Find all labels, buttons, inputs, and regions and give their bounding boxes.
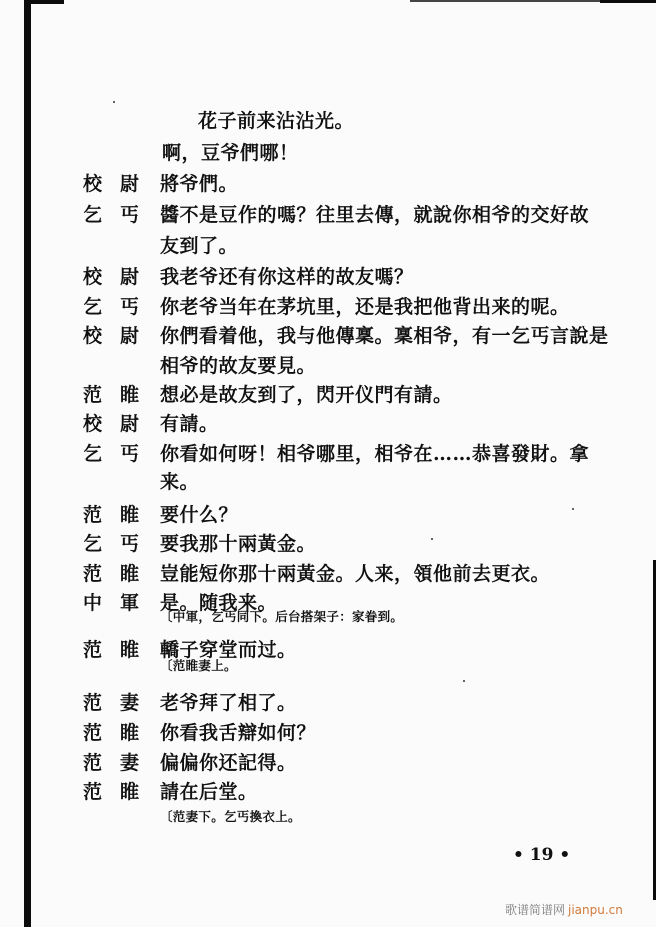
- dialogue-text: 豈能短你那十兩黃金。人来，領他前去更衣。: [160, 563, 551, 585]
- dialogue-text: 請在后堂。: [160, 781, 258, 803]
- speaker-char-2: 丐: [120, 443, 140, 465]
- speaker-char-2: 睢: [120, 563, 140, 585]
- speaker-char-2: 睢: [120, 722, 140, 744]
- speaker-char-2: 妻: [120, 752, 140, 774]
- page-border-top-left: [24, 0, 64, 4]
- speaker-char-2: 尉: [120, 173, 140, 195]
- speaker-char-2: 丐: [120, 204, 140, 226]
- dialogue-text: 你們看着他，我与他傳稟。稟相爷，有一乞丐言說是: [160, 325, 609, 347]
- speaker-char-2: 尉: [120, 266, 140, 288]
- speaker-char-1: 范: [83, 504, 103, 526]
- scan-speck: [572, 508, 574, 510]
- speaker-char-2: 尉: [120, 413, 140, 435]
- speaker-char-1: 范: [83, 639, 103, 661]
- dialogue-text: 要我那十兩黃金。: [160, 533, 317, 555]
- speaker-char-1: 校: [83, 325, 103, 347]
- watermark-site-name: 歌谱简谱网: [505, 903, 566, 917]
- dialogue-text: 要什么？: [160, 504, 239, 526]
- dialogue-text: 醬不是豆作的嗎？往里去傳，就說你相爷的交好故: [160, 204, 590, 226]
- verse-text: 花子前来沾沾光。: [198, 110, 355, 132]
- page-number: • 19 •: [513, 845, 571, 865]
- speaker-char-1: 范: [83, 384, 103, 406]
- dialogue-text: 有請。: [160, 413, 219, 435]
- dialogue-text: 轎子穿堂而过。: [160, 639, 297, 661]
- speaker-char-1: 范: [83, 752, 103, 774]
- speaker-char-2: 睢: [120, 639, 140, 661]
- speaker-char-1: 校: [83, 266, 103, 288]
- dialogue-text: 將爷們。: [160, 173, 239, 195]
- speaker-char-1: 校: [83, 173, 103, 195]
- stage-direction: 〔中軍，乞丐同下。后台搭架子：家眷到。: [160, 609, 404, 624]
- speaker-char-2: 丐: [120, 533, 140, 555]
- continuation-text: 来。: [160, 471, 200, 493]
- speaker-char-1: 范: [83, 781, 103, 803]
- scan-speck: [113, 101, 115, 103]
- speaker-char-1: 乞: [83, 443, 103, 465]
- watermark-domain: jianpu.cn: [568, 903, 623, 917]
- stage-direction: 〔范妻下。乞丐換衣上。: [160, 809, 301, 824]
- speaker-char-1: 中: [83, 592, 103, 614]
- dialogue-text: 你看我舌辯如何？: [160, 722, 317, 744]
- verse-text: 啊，豆爷們哪！: [162, 142, 299, 164]
- scan-speck: [431, 538, 433, 540]
- dialogue-text: 我老爷还有你这样的故友嗎？: [160, 266, 414, 288]
- page-border-top-right-end: [600, 0, 656, 3]
- speaker-char-1: 乞: [83, 533, 103, 555]
- page-border-left: [24, 0, 31, 927]
- speaker-char-2: 丐: [120, 296, 140, 318]
- dialogue-text: 想必是故友到了，閃开仪門有請。: [160, 384, 453, 406]
- dialogue-text: 是。随我来。: [160, 592, 278, 614]
- continuation-text: 相爷的故友要見。: [160, 355, 317, 377]
- speaker-char-1: 范: [83, 692, 103, 714]
- watermark: [505, 901, 623, 918]
- speaker-char-2: 睢: [120, 384, 140, 406]
- continuation-text: 友到了。: [160, 235, 239, 257]
- speaker-char-2: 睢: [120, 781, 140, 803]
- scan-speck: [463, 680, 465, 682]
- dialogue-text: 你老爷当年在茅坑里，还是我把他背出来的呢。: [160, 296, 570, 318]
- speaker-char-1: 乞: [83, 204, 103, 226]
- speaker-char-2: 妻: [120, 692, 140, 714]
- dialogue-text: 老爷拜了相了。: [160, 692, 297, 714]
- speaker-char-2: 尉: [120, 325, 140, 347]
- speaker-char-1: 乞: [83, 296, 103, 318]
- dialogue-text: 你看如何呀！相爷哪里，相爷在……恭喜發財。拿: [160, 443, 590, 465]
- speaker-char-2: 睢: [120, 504, 140, 526]
- speaker-char-1: 范: [83, 722, 103, 744]
- dialogue-text: 偏偏你还記得。: [160, 752, 297, 774]
- speaker-char-2: 軍: [120, 592, 140, 614]
- stage-direction: 〔范睢妻上。: [160, 658, 237, 673]
- speaker-char-1: 范: [83, 563, 103, 585]
- speaker-char-1: 校: [83, 413, 103, 435]
